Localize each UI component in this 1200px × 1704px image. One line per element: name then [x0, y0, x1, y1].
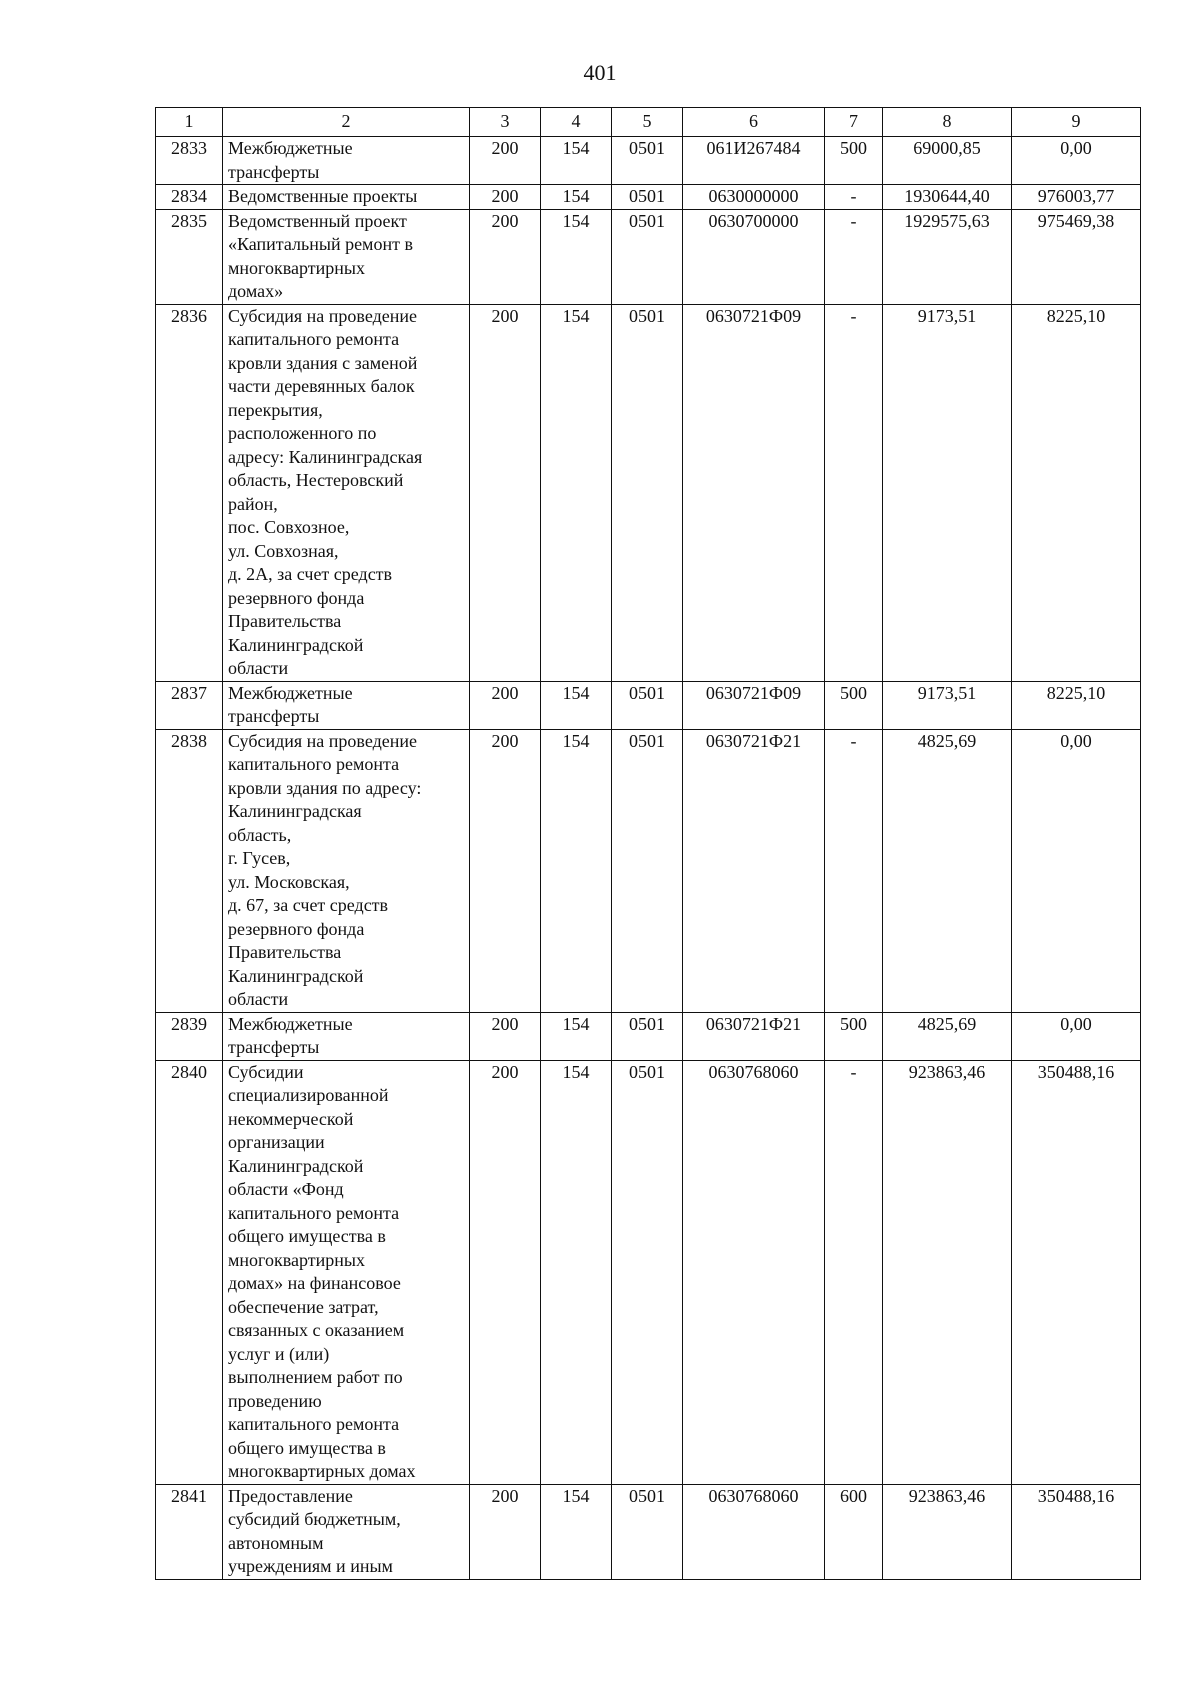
- row-number: 2834: [156, 185, 223, 210]
- row-description: Ведомственные проекты: [223, 185, 470, 210]
- cell-col5: 0501: [612, 304, 683, 681]
- cell-col5: 0501: [612, 185, 683, 210]
- cell-sum1: 4825,69: [883, 1012, 1012, 1060]
- header-cell: 5: [612, 108, 683, 137]
- cell-col5: 0501: [612, 209, 683, 304]
- cell-code: 0630721Ф21: [683, 1012, 825, 1060]
- cell-col5: 0501: [612, 1012, 683, 1060]
- row-description: Субсидия на проведение капитального ремонта кровли здания с заменой части деревянных балок перекрытия, расположенного по адресу: Калининградская область, Нестеровский район, пос. Совхозное, ул. Совхозная, д. 2А, за счет средств резервного фонда Правительства Калининградской области: [223, 304, 470, 681]
- cell-col7: 500: [825, 137, 883, 185]
- cell-col4: 154: [541, 304, 612, 681]
- header-cell: 2: [223, 108, 470, 137]
- cell-col3: 200: [470, 1012, 541, 1060]
- cell-col3: 200: [470, 304, 541, 681]
- cell-col3: 200: [470, 1060, 541, 1484]
- table-row: [156, 304, 1141, 681]
- cell-sum2: 350488,16: [1012, 1060, 1141, 1484]
- cell-col3: 200: [470, 185, 541, 210]
- cell-sum2: 0,00: [1012, 137, 1141, 185]
- cell-col7: -: [825, 729, 883, 1012]
- cell-code: 0630768060: [683, 1484, 825, 1579]
- table-row: [156, 681, 1141, 729]
- table-row: [156, 1060, 1141, 1484]
- cell-col4: 154: [541, 1484, 612, 1579]
- header-cell: 9: [1012, 108, 1141, 137]
- row-number: 2835: [156, 209, 223, 304]
- budget-table: [155, 107, 1141, 1580]
- row-description: Ведомственный проект «Капитальный ремонт в многоквартирных домах»: [223, 209, 470, 304]
- row-number: 2841: [156, 1484, 223, 1579]
- cell-col5: 0501: [612, 681, 683, 729]
- cell-col4: 154: [541, 209, 612, 304]
- cell-code: 0630721Ф09: [683, 681, 825, 729]
- cell-col7: -: [825, 209, 883, 304]
- cell-col3: 200: [470, 209, 541, 304]
- table-row: [156, 1012, 1141, 1060]
- cell-sum2: 976003,77: [1012, 185, 1141, 210]
- row-description: Субсидии специализированной некоммерческой организации Калининградской области «Фонд капитального ремонта общего имущества в многоквартирных домах» на финансовое обеспечение затрат, связанных с оказанием услуг и (или) выполнением работ по проведению капитального ремонта общего имущества в многоквартирных домах: [223, 1060, 470, 1484]
- row-number: 2837: [156, 681, 223, 729]
- row-description: Межбюджетные трансферты: [223, 1012, 470, 1060]
- row-description: Межбюджетные трансферты: [223, 137, 470, 185]
- cell-code: 0630721Ф09: [683, 304, 825, 681]
- table-row: [156, 1484, 1141, 1579]
- cell-code: 0630700000: [683, 209, 825, 304]
- cell-sum1: 9173,51: [883, 304, 1012, 681]
- cell-sum2: 975469,38: [1012, 209, 1141, 304]
- row-number: 2839: [156, 1012, 223, 1060]
- cell-col7: 500: [825, 1012, 883, 1060]
- cell-code: 0630721Ф21: [683, 729, 825, 1012]
- cell-col3: 200: [470, 681, 541, 729]
- cell-col4: 154: [541, 729, 612, 1012]
- cell-sum1: 923863,46: [883, 1484, 1012, 1579]
- row-number: 2836: [156, 304, 223, 681]
- header-cell: 8: [883, 108, 1012, 137]
- cell-col4: 154: [541, 1060, 612, 1484]
- row-number: 2840: [156, 1060, 223, 1484]
- cell-col4: 154: [541, 1012, 612, 1060]
- header-cell: 7: [825, 108, 883, 137]
- cell-col7: -: [825, 304, 883, 681]
- cell-sum2: 0,00: [1012, 1012, 1141, 1060]
- cell-sum2: 350488,16: [1012, 1484, 1141, 1579]
- header-cell: 3: [470, 108, 541, 137]
- cell-sum1: 1930644,40: [883, 185, 1012, 210]
- cell-sum2: 0,00: [1012, 729, 1141, 1012]
- cell-col5: 0501: [612, 729, 683, 1012]
- cell-col4: 154: [541, 137, 612, 185]
- cell-sum1: 9173,51: [883, 681, 1012, 729]
- row-number: 2833: [156, 137, 223, 185]
- cell-sum1: 923863,46: [883, 1060, 1012, 1484]
- header-cell: 6: [683, 108, 825, 137]
- row-description: Субсидия на проведение капитального ремонта кровли здания по адресу: Калининградская область, г. Гусев, ул. Московская, д. 67, за счет средств резервного фонда Правительства Калининградской области: [223, 729, 470, 1012]
- row-description: Межбюджетные трансферты: [223, 681, 470, 729]
- cell-sum1: 69000,85: [883, 137, 1012, 185]
- table-row: [156, 185, 1141, 210]
- cell-code: 061И267484: [683, 137, 825, 185]
- header-row: [156, 108, 1141, 137]
- cell-col3: 200: [470, 729, 541, 1012]
- cell-col3: 200: [470, 1484, 541, 1579]
- row-description: Предоставление субсидий бюджетным, автономным учреждениям и иным: [223, 1484, 470, 1579]
- page-number: 401: [583, 60, 617, 85]
- row-number: 2838: [156, 729, 223, 1012]
- table-row: [156, 209, 1141, 304]
- cell-col7: 500: [825, 681, 883, 729]
- cell-col7: -: [825, 1060, 883, 1484]
- cell-code: 0630768060: [683, 1060, 825, 1484]
- cell-col5: 0501: [612, 1060, 683, 1484]
- cell-col4: 154: [541, 681, 612, 729]
- cell-col5: 0501: [612, 1484, 683, 1579]
- cell-sum1: 1929575,63: [883, 209, 1012, 304]
- cell-sum2: 8225,10: [1012, 304, 1141, 681]
- cell-sum2: 8225,10: [1012, 681, 1141, 729]
- header-cell: 1: [156, 108, 223, 137]
- table-row: [156, 729, 1141, 1012]
- cell-sum1: 4825,69: [883, 729, 1012, 1012]
- cell-code: 0630000000: [683, 185, 825, 210]
- cell-col5: 0501: [612, 137, 683, 185]
- cell-col7: 600: [825, 1484, 883, 1579]
- cell-col3: 200: [470, 137, 541, 185]
- header-cell: 4: [541, 108, 612, 137]
- cell-col4: 154: [541, 185, 612, 210]
- table-row: [156, 137, 1141, 185]
- cell-col7: -: [825, 185, 883, 210]
